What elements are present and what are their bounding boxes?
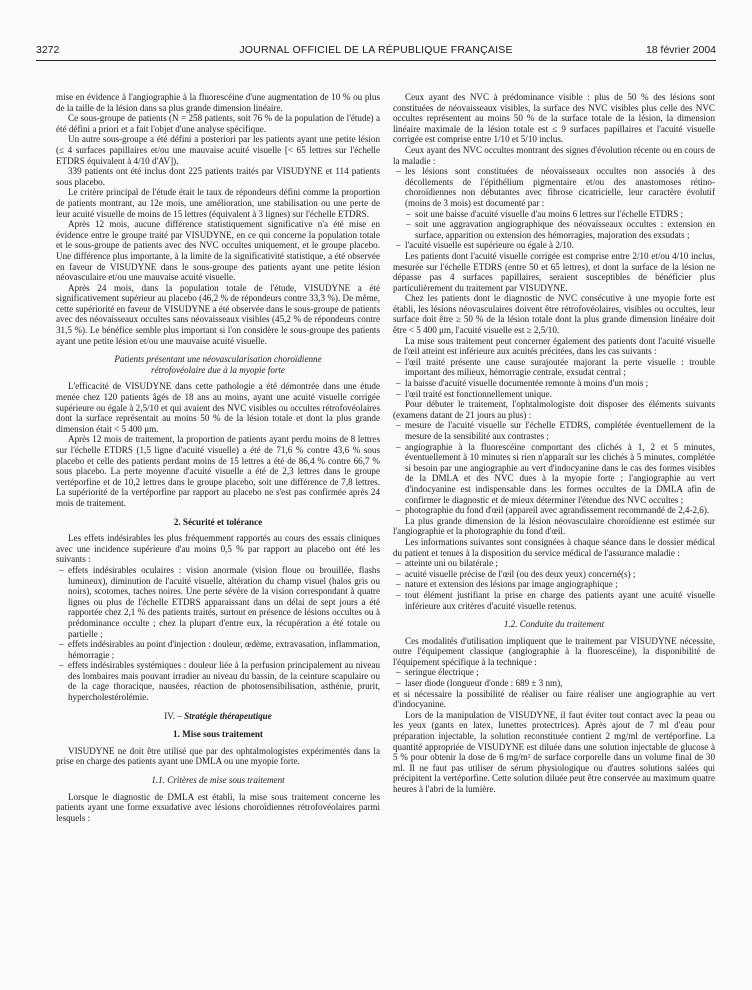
paragraph: Ceux ayant des NVC occultes montrant des signes d'évolution récente ou en cours de la maladie : <box>393 144 715 166</box>
section-heading-criteria: 1.1. Critères de mise sous traitement <box>151 775 285 786</box>
page-number: 3272 <box>36 44 60 56</box>
left-column <box>56 92 380 823</box>
header-rule <box>36 60 716 61</box>
paragraph: Lorsque le diagnostic de DMLA est établi, la mise sous traitement concerne les patients ayant une forme exsudative avec lésions choroïdiennes rétrofovéolaires parmi lesquels : <box>56 791 380 823</box>
list-item: – l'œil traité est fonctionnellement unique. <box>393 389 715 400</box>
list-item: – tout élément justifiant la prise en charge des patients ayant une acuité visuelle inférieure aux critères d'acuité visuelle retenus. <box>393 590 715 611</box>
paragraph: Pour débuter le traitement, l'ophtalmologiste doit disposer des éléments suivants (examens datant de 21 jours au plus) : <box>393 399 715 420</box>
list-item: – effets indésirables au point d'injection : douleur, œdème, extravasation, inflammation, hémorragie ; <box>56 639 380 660</box>
required-elements-list <box>393 420 715 515</box>
subheading-myopia <box>56 354 380 375</box>
equipment-list <box>393 667 715 688</box>
paragraph: Chez les patients dont le diagnostic de NVC consécutive à une myopie forte est établi, les lésions néovasculaires doivent être rétrofovéolaires, visibles ou occultes, leur surface doit être ≥ 50 % de la lésion totale dont la plus grande dimension linéaire doit être < 5 400 μm, l'acuité visuelle est ≥ 2,5/10. <box>393 293 715 336</box>
paragraph: Un autre sous-groupe a été défini a posteriori par les patients ayant une petite lésion (≤ 4 surfaces papillaires et/ou une mauvaise acuité visuelle [< 65 lettres sur l'échelle ETDRS équivalent à 4/10 d'AV]). <box>56 134 380 166</box>
list-item: – nature et extension des lésions par image angiographique ; <box>393 579 715 590</box>
paragraph: La plus grande dimension de la lésion néovasculaire choroïdienne est estimée sur l'angiographie et la photographie du fond d'œil. <box>393 515 715 537</box>
paragraph: VISUDYNE ne doit être utilisé que par des ophtalmologistes expérimentés dans la prise en charge des patients ayant une DMLA ou une myopie forte. <box>56 745 380 767</box>
list-item: – soit une baisse d'acuité visuelle d'au moins 6 lettres sur l'échelle ETDRS ; <box>393 209 715 220</box>
journal-title: JOURNAL OFFICIEL DE LA RÉPUBLIQUE FRANÇAISE <box>239 44 513 56</box>
list-item: – la baisse d'acuité visuelle documentée remonte à moins d'un mois ; <box>393 378 715 389</box>
paragraph: mise en évidence à l'angiographie à la fluorescéine d'une augmentation de 10 % ou plus de la taille de la lésion dans sa plus grande dimension linéaire. <box>56 92 380 113</box>
paragraph: La mise sous traitement peut concerner également des patients dont l'acuité visuelle de l'œil atteint est inférieure aux acuités précitées, dans les cas suivants : <box>393 335 715 357</box>
list-item: – l'acuité visuelle est supérieure ou égale à 2/10. <box>393 240 715 251</box>
list-item-text: les lésions sont constituées de néovaisseaux occultes non associés à des décollements de l'épithélium pigmentaire et/ou des anastomoses rétino-choroïdiennes non débutantes avec fibrose cicatricielle, leur caractère évolutif (moins de 3 mois) est documenté par : <box>405 166 715 208</box>
list-item: – l'œil traité présente une cause surajoutée majorant la perte visuelle : trouble important des milieux, hémorragie centrale, exsudat central ; <box>393 357 715 378</box>
section-heading-strategy <box>56 711 380 722</box>
subheading-line: Patients présentant une néovascularisation choroïdienne <box>114 354 322 365</box>
list-item: – laser diode (longueur d'onde : 689 ± 3 nm), <box>393 678 715 689</box>
list-item: – mesure de l'acuité visuelle sur l'échelle ETDRS, complétée éventuellement de la mesure de la sensibilité aux contrastes ; <box>393 420 715 441</box>
paragraph: Les effets indésirables les plus fréquemment rapportés au cours des essais cliniques avec une incidence supérieure d'au moins 0,5 % par rapport au placebo ont été les suivants : <box>56 533 380 565</box>
subheading-line: rétrofovéolaire due à la myopie forte <box>151 364 285 375</box>
paragraph: Les informations suivantes sont consignées à chaque séance dans le dossier médical du patient et tenues à la disposition du service médical de l'assurance maladie : <box>393 536 715 558</box>
section-number: IV. – <box>164 710 182 721</box>
section-title: Stratégie thérapeutique <box>184 710 272 721</box>
paragraph: Ces modalités d'utilisation impliquent que le traitement par VISUDYNE nécessite, outre l'équipement classique (angiographie à la fluorescéine), la disponibilité de l'équipement spécifique à la technique : <box>393 635 715 667</box>
criteria-list <box>393 166 715 251</box>
list-item: – effets indésirables systémiques : douleur liée à la perfusion principalement au niveau des lombaires mais pouvant irradier au niveau du bassin, de la ceinture scapulaire ou de la cage thoracique, nausées, réaction de photosensibilisation, asthénie, prurit, hypercholestérolémie. <box>56 660 380 702</box>
paragraph: Lors de la manipulation de VISUDYNE, il faut éviter tout contact avec la peau ou les yeux (gants en latex, lunettes protectrices). Après ajout de 7 ml d'eau pour préparation injectable, la solution reconstituée contient 2 mg/ml de vertéporfine. La quantité appropriée de VISUDYNE est diluée dans une solution injectable de glucose à 5 % pour obtenir la dose de 6 mg/m² de surface corporelle dans un volume final de 30 ml. Il ne faut pas utiliser de sérum physiologique ou d'autres solutions salées qui précipitent la vertéporfine. Cette solution diluée peut être conservée au maximum quatre heures à l'abri de la lumière. <box>393 709 715 794</box>
adverse-effects-list <box>56 565 380 703</box>
paragraph: Les patients dont l'acuité visuelle corrigée est comprise entre 2/10 et/ou 4/10 inclus, mesurée sur l'échelle ETDRS (entre 50 et 65 lettres), et dont la surface de la lésion ne dépasse pas 4 surfaces papillaires, seraient susceptibles de bénéficier plus particulièrement du traitement par VISUDYNE. <box>393 250 715 293</box>
paragraph: 339 patients ont été inclus dont 225 patients traités par VISUDYNE et 114 patients sous placebo. <box>56 166 380 187</box>
section-heading-treatment: 1. Mise sous traitement <box>173 729 263 740</box>
list-item: – effets indésirables oculaires : vision anormale (vision floue ou brouillée, flashs lumineux), diminution de l'acuité visuelle, altération du champ visuel (halos gris ou noirs), scotomes, taches noires. Une perte sévère de la vision correspondant à quatre lignes ou plus de l'échelle ETDRS apparaissant dans un délai de sept jours a été rapportée chez 2,1 % des patients traités, surtout en présence de lésions occultes ou à prédominance occulte ; chez la plupart d'entre eux, la récupération a été totale ou partielle ; <box>56 565 380 639</box>
paragraph: Après 12 mois de traitement, la proportion de patients ayant perdu moins de 8 lettres sur l'échelle ETDRS (1,5 ligne d'acuité visuelle) a été de 71,6 % contre 43,6 % sous placebo et celle des patients perdant moins de 15 lettres a été de 86,4 % contre 66,7 % sous placebo. La perte moyenne d'acuité visuelle a été de 2,3 lettres dans le groupe vertéporfine et de 10,2 lettres dans le groupe placebo, soit une différence de 7,8 lettres. La supériorité de la vertéporfine par rapport au placebo ne s'est pas confirmée après 24 mois de traitement. <box>56 434 380 508</box>
paragraph: Après 12 mois, aucune différence statistiquement significative n'a été mise en évidence entre le groupe traité par VISUDYNE, en ce qui concerne la population totale et le sous-groupe de patients avec des NVC occultes uniquement, et le groupe placebo. Une différence plus importante, à la limite de la significativité statistique, a été observée en faveur de VISUDYNE dans le sous-groupe des patients ayant une petite lésion néovasculaire et/ou une mauvaise acuité visuelle. <box>56 219 380 283</box>
list-item: – seringue électrique ; <box>393 667 715 678</box>
publication-date: 18 février 2004 <box>645 44 716 56</box>
page-header <box>36 44 716 60</box>
list-item: – photographie du fond d'œil (appareil avec agrandissement recommandé de 2,4-2,6). <box>393 505 715 516</box>
paragraph: Après 24 mois, dans la population totale de l'étude, VISUDYNE a été significativement supérieur au placebo (46,2 % de répondeurs contre 33,3 %). De même, cette supériorité en faveur de VISUDYNE a été observée dans le sous-groupe de patients avec des néovaisseaux occultes sans néovaisseaux visibles (45,2 % de répondeurs contre 31,5 %). Le bénéfice semble plus important si l'on considère le sous-groupe des patients ayant une petite lésion et/ou une mauvaise acuité visuelle. <box>56 282 380 346</box>
list-item: – acuité visuelle précise de l'œil (ou des deux yeux) concerné(s) ; <box>393 569 715 580</box>
right-column <box>393 92 715 795</box>
section-heading-conduct: 1.2. Conduite du traitement <box>503 619 605 630</box>
list-item: – atteinte uni ou bilatérale ; <box>393 558 715 569</box>
section-heading-safety: 2. Sécurité et tolérance <box>173 516 263 527</box>
criteria-sublist <box>393 209 715 241</box>
paragraph: Ce sous-groupe de patients (N = 258 patients, soit 76 % de la population de l'étude) a été défini a priori et a fait l'objet d'une analyse spécifique. <box>56 113 380 134</box>
cases-list <box>393 357 715 399</box>
paragraph: Ceux ayant des NVC à prédominance visible : plus de 50 % des lésions sont constituées de néovaisseaux visibles, la surface des NVC visibles plus celle des NVC occultes représentent au moins 50 % de la surface totale de la lésion, la dimension linéaire maximale de la lésion totale est ≤ 9 surfaces papillaires et l'acuité visuelle corrigée est comprise entre 1/10 et 5/10 inclus. <box>393 92 715 145</box>
list-item <box>393 166 715 240</box>
information-list <box>393 558 715 611</box>
list-item: – soit une aggravation angiographique des néovaisseaux occultes : extension en surface, apparition ou extension des hémorragies, majoration des exsudats ; <box>393 219 715 240</box>
paragraph: Le critère principal de l'étude était le taux de répondeurs défini comme la proportion de patients montrant, au 12e mois, une amélioration, une stabilisation ou une perte de leur acuité visuelle de moins de 15 lettres (équivalent à 3 lignes) sur l'échelle ETDRS. <box>56 187 380 219</box>
list-item: – angiographie à la fluorescéine comportant des clichés à 1, 2 et 5 minutes, éventuellement à 10 minutes si rien n'apparaît sur les clichés à 5 minutes, complétée si besoin par une angiographie au vert d'indocyanine dans le cas des formes visibles de la DMLA et des NVC dues à la myopie forte ; l'angiographie au vert d'indocyanine est indispensable dans les formes occultes de la DMLA afin de confirmer le diagnostic et de mieux déterminer l'étendue des NVC occultes ; <box>393 442 715 506</box>
paragraph: et si nécessaire la possibilité de réaliser ou faire réaliser une angiographie au vert d'indocyanine. <box>393 688 715 710</box>
paragraph: L'efficacité de VISUDYNE dans cette pathologie a été démontrée dans une étude menée chez 120 patients âgés de 18 ans au moins, ayant une acuité visuelle corrigée supérieure ou égale à 2,5/10 et qui avaient des NVC visibles ou occultes rétrofovéolaires dont la surface représentait au moins 50 % de la lésion totale et dont la plus grande dimension était < 5 400 μm. <box>56 381 380 434</box>
